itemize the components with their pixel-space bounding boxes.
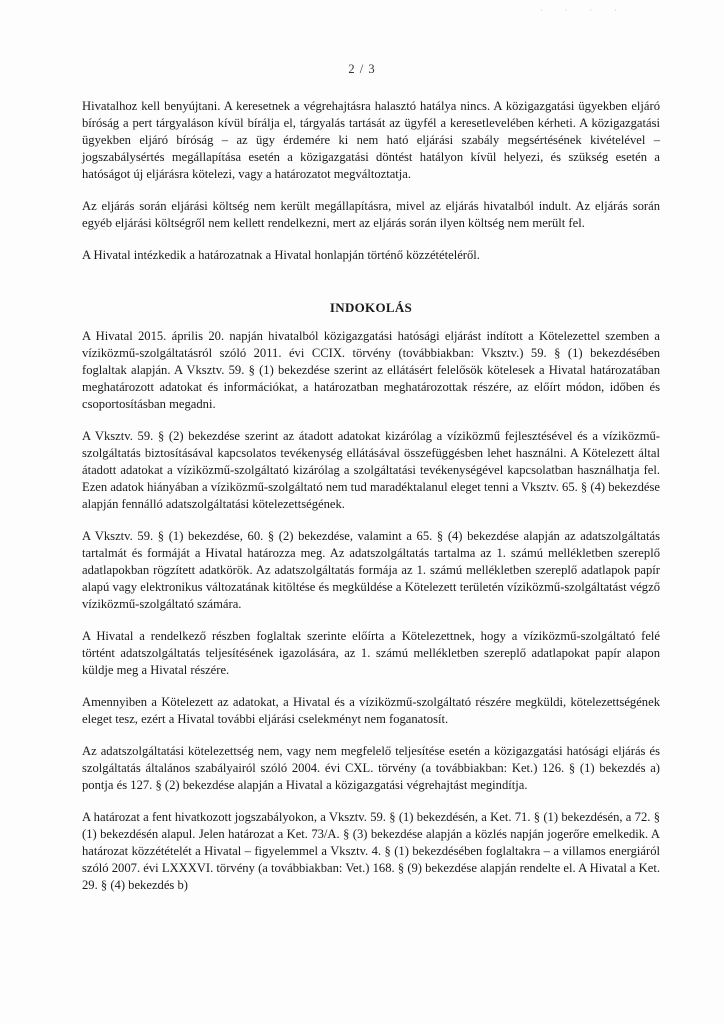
paragraph-reasoning-4: A Hivatal a rendelkező részben foglaltak szerinte előírta a Kötelezettnek, hogy a víziközmű-szolgáltató felé történt adatszolgáltatás teljesítésének igazolására, az 1. számú mellékletben szereplő adatlapokat papír alapon küldje meg a Hivatal részére.	[82, 629, 660, 677]
paragraph-reasoning-3: A Vksztv. 59. § (1) bekezdése, 60. § (2) bekezdése, valamint a 65. § (4) bekezdése alapján az adatszolgáltatás tartalmát és formáját a Hivatal határozza meg. Az adatszolgáltatás tartalma az 1. számú mellékletben szereplő adatlapokban rögzített adatkörök. Az adatszolgáltatás formája az 1. számú mellékletben szereplő adatlapok papír alapú vagy elektronikus változatának kitöltése és megküldése a Kötelezett területén víziközmű-szolgáltatást végző víziközmű-szolgáltató számára.	[82, 529, 660, 611]
paragraph-appeal-rules: Hivatalhoz kell benyújtani. A keresetnek a végrehajtásra halasztó hatálya nincs. A közigazgatási ügyekben eljáró bíróság a pert tárgyaláson kívül bírálja el, tárgyalás tartását az ügyfél a keresetlevelében kérheti. A közigazgatási ügyekben eljáró bíróság – az ügy érdemére ki nem ható eljárási szabály megsértésének kivételével – jogszabálysértés megállapítása esetén a közigazgatási döntést hatályon kívül helyezi, és szükség esetén a hatóságot új eljárásra kötelezi, vagy a határozatot megváltoztatja.	[82, 99, 660, 181]
paragraph-reasoning-5: Amennyiben a Kötelezett az adatokat, a Hivatal és a víziközmű-szolgáltató részére megküldi, kötelezettségének eleget tesz, ezért a Hivatal további eljárási cselekményt nem foganatosít.	[82, 695, 660, 726]
paragraph-reasoning-7: A határozat a fent hivatkozott jogszabályokon, a Vksztv. 59. § (1) bekezdésén, a Ket. 71. § (1) bekezdésén, a 72. § (1) bekezdésén alapul. Jelen határozat a Ket. 73/A. § (3) bekezdése alapján a közlés napján jogerőre emelkedik. A határozat közzétételét a Hivatal – figyelemmel a Vksztv. 4. § (1) bekezdésében foglaltakra – a villamos energiáról szóló 2007. évi LXXXVI. törvény (a továbbiakban: Vet.) 168. § (9) bekezdése alapján rendelte el. A Hivatal a Ket. 29. § (4) bekezdés b)	[82, 810, 660, 892]
document-body	[82, 98, 660, 894]
paragraph-reasoning-6: Az adatszolgáltatási kötelezettség nem, vagy nem megfelelő teljesítése esetén a közigazgatási hatósági eljárás és szolgáltatás általános szabályairól szóló 2004. évi CXL. törvény (a továbbiakban: Ket.) 126. § (1) bekezdés a) pontja és 127. § (2) bekezdése alapján a Hivatal a közigazgatási végrehajtást megindítja.	[82, 744, 660, 792]
scan-artifact: · · · ·	[540, 6, 627, 15]
paragraph-procedural-costs: Az eljárás során eljárási költség nem került megállapításra, mivel az eljárás hivatalból indult. Az eljárás során egyéb eljárási költségről nem kellett rendelkezni, mert az eljárás során ilyen költség nem merült fel.	[82, 199, 660, 230]
section-heading-reasoning: INDOKOLÁS	[329, 300, 413, 315]
paragraph-reasoning-1: A Hivatal 2015. április 20. napján hivatalból közigazgatási hatósági eljárást indított a Kötelezettel szemben a víziközmű-szolgáltatásról szóló 2011. évi CCIX. törvény (továbbiakban: Vksztv.) 59. § (1) bekezdésében foglaltak alapján. A Vksztv. 59. § (1) bekezdése szerint az ellátásért felelősök kötelesek a Hivatal határozatában meghatározott adatokat és információkat, a határozatban meghatározottak részére, az előírt módon, időben és csoportosításban megadni.	[82, 329, 660, 411]
page-number: 2 / 3	[348, 62, 376, 76]
paragraph-reasoning-2: A Vksztv. 59. § (2) bekezdése szerint az átadott adatokat kizárólag a víziközmű fejlesztésével és a víziközmű-szolgáltatás biztosításával kapcsolatos tevékenység ellátásával összefüggésben lehet használni. A Kötelezett által átadott adatokat a víziközmű-szolgáltató kizárólag a szolgáltatási tevékenységével kapcsolatban használhatja fel. Ezen adatok hiányában a víziközmű-szolgáltató nem tud maradéktalanul eleget tenni a Vksztv. 65. § (4) bekezdése alapján fennálló adatszolgáltatási kötelezettségének.	[82, 429, 660, 511]
paragraph-publication: A Hivatal intézkedik a határozatnak a Hivatal honlapján történő közzétételéről.	[82, 248, 480, 262]
